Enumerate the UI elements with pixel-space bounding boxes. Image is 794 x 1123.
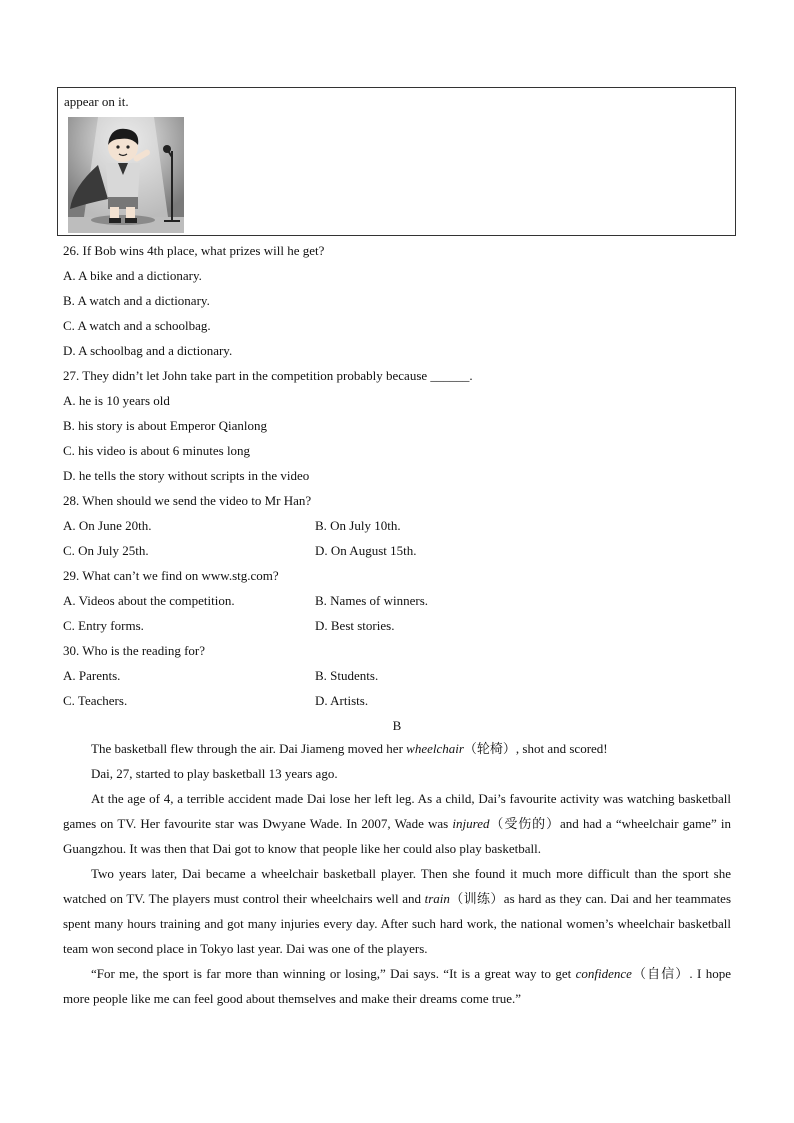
q27-stem: 27. They didn’t let John take part in the competition probably because ______.	[63, 368, 473, 383]
q30-option-d: D. Artists.	[315, 693, 369, 708]
passage-paragraph-1: The basketball flew through the air. Dai Jiameng moved her wheelchair（轮椅）, shot and scored!	[91, 741, 608, 756]
q28-option-b: B. On July 10th.	[315, 518, 401, 533]
box-text: appear on it.	[64, 94, 129, 109]
passage-paragraph-5: “For me, the sport is far more than winning or losing,” Dai says. “It is a great way to get confidence（自信）. I hope more people like me can feel good about themselves and make their dreams come true.”	[63, 966, 731, 1006]
q29-option-d: D. Best stories.	[315, 618, 395, 633]
q29-stem: 29. What can’t we find on www.stg.com?	[63, 568, 279, 583]
q29-option-b: B. Names of winners.	[315, 593, 429, 608]
q29-option-c: C. Entry forms.	[63, 618, 144, 633]
q28-option-d: D. On August 15th.	[315, 543, 417, 558]
q30-option-b: B. Students.	[315, 668, 379, 683]
passage-b-label: B	[392, 718, 402, 733]
q30-stem: 30. Who is the reading for?	[63, 643, 205, 658]
q30-option-a: A. Parents.	[63, 668, 121, 683]
passage-paragraph-3: At the age of 4, a terrible accident made Dai lose her left leg. As a child, Dai’s favourite activity was watching basketball games on TV. Her favourite star was Dwyane Wade. In 2007, Wade was injured（受伤的）and had a “wheelchair game” in Guangzhou. It was then that Dai got to know that people like her could also play basketball.	[63, 791, 731, 856]
passage-paragraph-2: Dai, 27, started to play basketball 13 years ago.	[91, 766, 338, 781]
q26-option-c: C. A watch and a schoolbag.	[63, 318, 211, 333]
q29-option-a: A. Videos about the competition.	[63, 593, 235, 608]
passage-a-continuation-box	[57, 87, 736, 236]
q26-stem: 26. If Bob wins 4th place, what prizes will he get?	[63, 243, 325, 258]
q28-stem: 28. When should we send the video to Mr Han?	[63, 493, 312, 508]
q26-option-b: B. A watch and a dictionary.	[63, 293, 210, 308]
q30-option-c: C. Teachers.	[63, 693, 128, 708]
q27-option-b: B. his story is about Emperor Qianlong	[63, 418, 268, 433]
passage-paragraph-4: Two years later, Dai became a wheelchair basketball player. Then she found it much more difficult than the sport she watched on TV. The players must control their wheelchairs well and train（训练）as hard as they can. Dai and her teammates spent many hours training and got many injuries every day. After such hard work, the national women’s wheelchair basketball team won second place in Tokyo last year. Dai was one of the players.	[63, 866, 732, 956]
boy-singer-illustration	[68, 117, 184, 233]
q28-option-a: A. On June 20th.	[63, 518, 152, 533]
q26-option-d: D. A schoolbag and a dictionary.	[63, 343, 233, 358]
q28-option-c: C. On July 25th.	[63, 543, 149, 558]
q27-option-d: D. he tells the story without scripts in the video	[63, 468, 310, 483]
q26-option-a: A. A bike and a dictionary.	[63, 268, 202, 283]
q27-option-a: A. he is 10 years old	[63, 393, 170, 408]
q27-option-c: C. his video is about 6 minutes long	[63, 443, 251, 458]
